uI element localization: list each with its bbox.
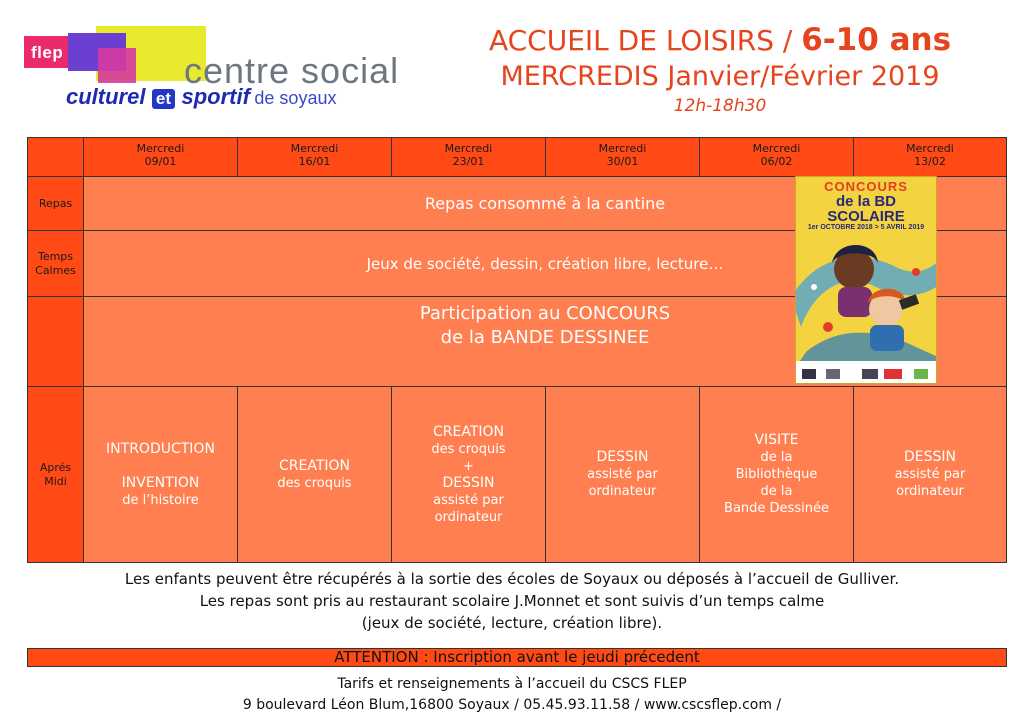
day-label: Mercredi	[444, 142, 493, 155]
row-label-line: Temps	[37, 249, 74, 263]
day-label: Mercredi	[136, 142, 185, 155]
concours-line: de la BANDE DESSINEE	[440, 327, 650, 348]
activity-line: Bibliothèque	[735, 467, 818, 482]
row-label-line: Calmes	[35, 263, 76, 277]
concours-line: Participation au CONCOURS	[419, 303, 671, 324]
afternoon-activity	[854, 387, 1006, 562]
day-label: Mercredi	[752, 142, 801, 155]
info-line: Les repas sont pris au restaurant scolaire J.Monnet et sont suivis d’un temps calme	[199, 592, 825, 610]
row-label-temps-calmes	[28, 231, 84, 297]
logo-et-badge: et	[152, 89, 175, 109]
activity-line: INTRODUCTION	[106, 440, 215, 457]
activity-line: CREATION	[278, 457, 350, 474]
poster-illustration	[796, 177, 937, 384]
activity-line: +	[463, 458, 474, 474]
day-header	[238, 138, 392, 177]
activity-line: CREATION	[432, 423, 504, 440]
day-label: Mercredi	[906, 142, 954, 155]
activity-line: des croquis	[277, 475, 352, 491]
repas-text: Repas consommé à la cantine	[424, 194, 666, 213]
activity-line: de la	[760, 484, 793, 499]
day-label: Mercredi	[290, 142, 339, 155]
contact-line: 9 boulevard Léon Blum,16800 Soyaux / 05.45.93.11.58 / www.cscsflep.com /	[242, 697, 782, 713]
day-date: 06/02	[760, 155, 793, 168]
activity-line: ordinateur	[434, 509, 503, 525]
poster-line: 1er OCTOBRE 2018 > 5 AVRIL 2019	[807, 224, 925, 231]
title-age: 6-10 ans	[801, 22, 952, 58]
afternoon-activity	[238, 387, 392, 562]
poster-line: de la BD SCOLAIRE	[827, 193, 905, 225]
day-date: 23/01	[452, 155, 485, 168]
bd-contest-poster	[795, 176, 937, 384]
sponsor-logo	[862, 369, 878, 379]
logo-subline	[66, 84, 336, 110]
logo-soyaux-text: de soyaux	[254, 88, 337, 108]
activity-line: DESSIN	[442, 474, 495, 491]
day-date: 16/01	[298, 155, 331, 168]
activity-line: assisté par	[587, 467, 658, 482]
activity-line: VISITE	[754, 432, 799, 448]
poster-sponsor-strip	[796, 361, 936, 383]
logo-pink-square	[98, 48, 136, 83]
temps-calmes-text: Jeux de société, dessin, création libre, lecture…	[366, 254, 724, 273]
row-label-repas: Repas	[28, 177, 84, 231]
day-header	[546, 138, 700, 177]
activity-line: de l’histoire	[122, 492, 199, 508]
activity-line: de la	[760, 450, 793, 465]
logo-flep-text: flep	[31, 43, 64, 62]
day-header	[84, 138, 238, 177]
activity-line: ordinateur	[588, 484, 657, 499]
contact-line: Tarifs et renseignements à l’accueil du CSCS FLEP	[337, 676, 687, 692]
sponsor-logo	[884, 369, 902, 379]
row-label-line: Midi	[44, 474, 67, 488]
attention-banner: ATTENTION : Inscription avant le jeudi précedent	[27, 648, 1007, 667]
page-hours: 12h-18h30	[673, 96, 767, 116]
activity-line: DESSIN	[596, 449, 649, 465]
table-corner	[28, 138, 84, 177]
day-header	[854, 138, 1006, 177]
activity-line: Bande Dessinée	[724, 501, 829, 516]
logo-culturel-text: culturel	[66, 84, 146, 109]
page-subtitle: MERCREDIS Janvier/Février 2019	[500, 61, 940, 92]
row-label-line: Aprés	[39, 460, 72, 474]
logo-sportif-text: sportif	[181, 84, 250, 109]
activity-line: assisté par	[433, 492, 504, 508]
day-header	[392, 138, 546, 177]
day-date: 09/01	[144, 155, 177, 168]
cscs-flep-logo	[24, 22, 424, 117]
row-label-apres-midi	[28, 387, 84, 562]
afternoon-activity	[84, 387, 238, 562]
day-label: Mercredi	[598, 142, 647, 155]
day-date: 30/01	[606, 155, 639, 168]
activity-line: assisté par	[894, 467, 966, 482]
row-label-concours	[28, 297, 84, 387]
info-line: Les enfants peuvent être récupérés à la sortie des écoles de Soyaux ou déposés à l’accueil de Gulliver.	[124, 570, 900, 588]
afternoon-activity	[392, 387, 546, 562]
sponsor-logo	[826, 369, 840, 379]
activity-line: DESSIN	[903, 449, 956, 465]
poster-line: CONCOURS	[824, 179, 908, 194]
sponsor-logo	[802, 369, 816, 379]
logo-centre-social-text: centre social	[184, 50, 400, 91]
page-title	[440, 22, 1000, 58]
activity-line: INVENTION	[121, 474, 200, 491]
activity-line: des croquis	[431, 441, 506, 457]
sponsor-logo	[914, 369, 928, 379]
activity-line: ordinateur	[896, 484, 964, 499]
info-line: (jeux de société, lecture, création libre).	[361, 614, 663, 632]
day-date: 13/02	[914, 155, 946, 168]
afternoon-activity	[700, 387, 854, 562]
day-header	[700, 138, 854, 177]
title-main: ACCUEIL DE LOISIRS /	[488, 24, 802, 57]
afternoon-activity	[546, 387, 700, 562]
